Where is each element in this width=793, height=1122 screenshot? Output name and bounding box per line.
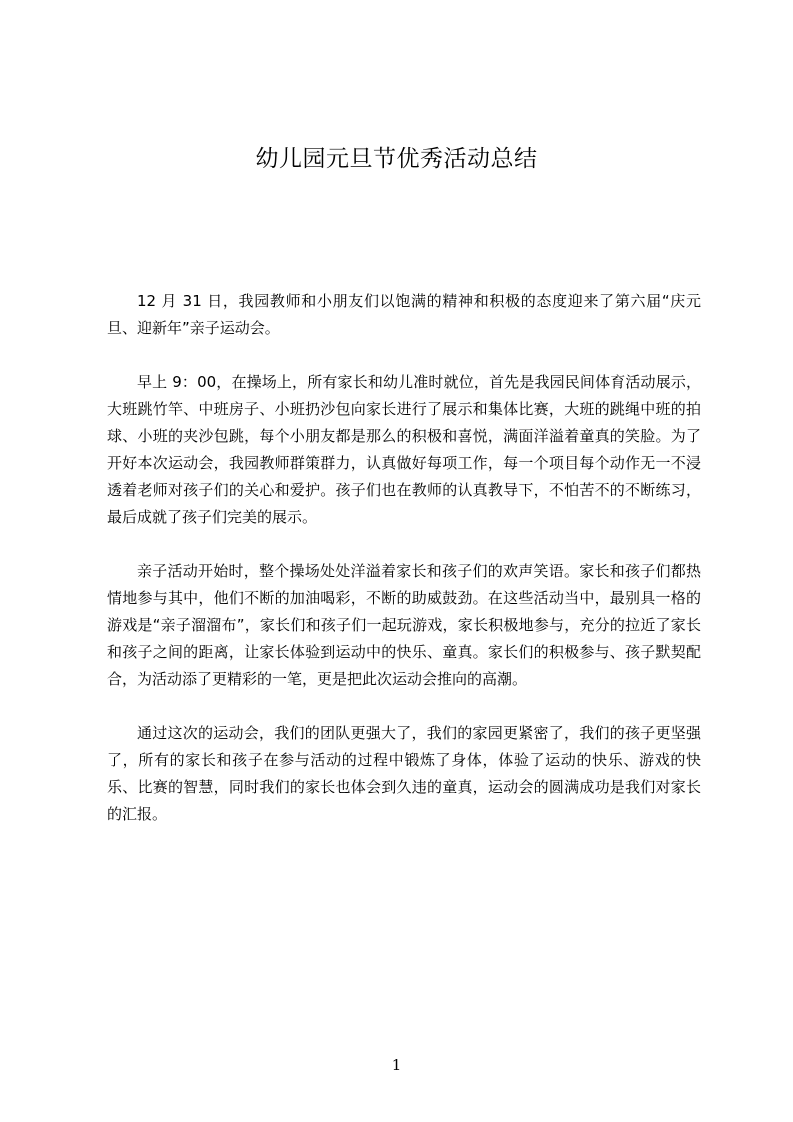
paragraph-3: 亲子活动开始时，整个操场处处洋溢着家长和孩子们的欢声笑语。家长和孩子们都热情地参与其中，他们不断的加油喝彩，不断的助威鼓劲。在这些活动当中，最别具一格的游戏是“亲子溜溜布”，家长们和孩子们一起玩游戏，家长积极地参与，充分的拉近了家长和孩子之间的距离，让家长体验到运动中的快乐、童真。家长们的积极参与、孩子默契配合，为活动添了更精彩的一笔，更是把此次运动会推向的高潮。 (107, 562, 701, 688)
paragraph-1: 12 月 31 日，我园教师和小朋友们以饱满的精神和积极的态度迎来了第六届“庆元旦、迎新年”亲子运动会。 (107, 292, 701, 337)
document-body (107, 288, 701, 855)
paragraph-4: 通过这次的运动会，我们的团队更强大了，我们的家园更紧密了，我们的孩子更坚强了，所有的家长和孩子在参与活动的过程中锻炼了身体，体验了运动的快乐、游戏的快乐、比赛的智慧，同时我们的家长也体会到久违的童真，运动会的圆满成功是我们对家长的汇报。 (107, 724, 701, 823)
document-title: 幼儿园元旦节优秀活动总结 (255, 146, 538, 172)
paragraph-2: 早上 9：00，在操场上，所有家长和幼儿准时就位，首先是我园民间体育活动展示，大班跳竹竿、中班房子、小班扔沙包向家长进行了展示和集体比赛，大班的跳绳中班的拍球、小班的夹沙包跳，每个小朋友都是那么的积极和喜悦，满面洋溢着童真的笑脸。为了开好本次运动会，我园教师群策群力，认真做好每项工作，每一个项目每个动作无一不浸透着老师对孩子们的关心和爱护。孩子们也在教师的认真教导下，不怕苦不的不断练习，最后成就了孩子们完美的展示。 (107, 373, 701, 526)
page-number: 1 (391, 1056, 402, 1074)
